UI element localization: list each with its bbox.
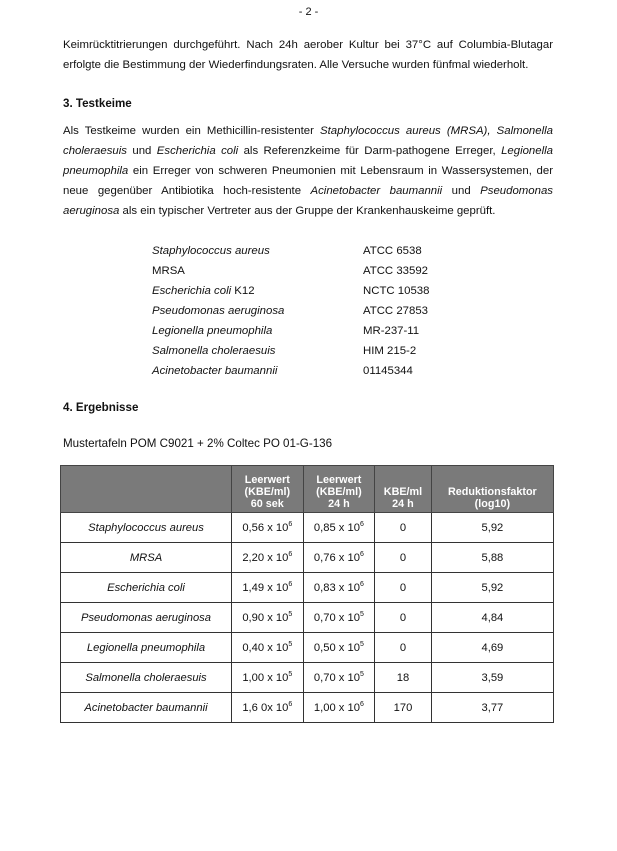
page-number: - 2 - bbox=[298, 6, 319, 18]
blank-60s-cell: 0,56 x $10^6$ bbox=[232, 513, 304, 543]
table-row bbox=[61, 663, 554, 693]
s3-l4c: und bbox=[442, 185, 481, 197]
strain-name: Pseudomonas aeruginosa bbox=[152, 305, 285, 317]
log-reduction-cell: 5,92 bbox=[431, 573, 553, 603]
organism-cell: MRSA bbox=[61, 543, 232, 573]
intro-line-2: erfolgte die Bestimmung der Wiederfindungsraten. Alle Versuche wurden fünfmal wiederholt. bbox=[63, 59, 529, 71]
s3-l5b: als ein typischer Vertreter aus der Gruppe der Krankenhauskeime geprüft. bbox=[119, 205, 496, 217]
strain-code: HIM 215-2 bbox=[363, 345, 417, 357]
strain-name: Staphylococcus aureus bbox=[152, 245, 270, 257]
s3-l2e: Legionella bbox=[501, 145, 553, 157]
blank-24h-cell: 0,70 x $10^5$ bbox=[303, 663, 375, 693]
s3-l2d: als Referenzkeime für Darm-pathogene Erreger, bbox=[238, 145, 502, 157]
strain-name bbox=[152, 281, 255, 301]
blank-24h-cell: 0,85 x $10^6$ bbox=[303, 513, 375, 543]
kbe-24h-cell: 0 bbox=[375, 603, 432, 633]
strain-code: 01145344 bbox=[363, 365, 413, 377]
strain-name: MRSA bbox=[152, 265, 185, 277]
strain-row bbox=[152, 301, 452, 321]
blank-60s-cell: 0,40 x $10^5$ bbox=[232, 633, 304, 663]
log-reduction-cell: 4,84 bbox=[431, 603, 553, 633]
organism-cell: Acinetobacter baumannii bbox=[61, 693, 232, 723]
table-row bbox=[61, 543, 554, 573]
table-header-row bbox=[61, 466, 554, 513]
strain-row bbox=[152, 341, 452, 361]
blank-60s-cell: 0,90 x $10^5$ bbox=[232, 603, 304, 633]
log-reduction-cell: 5,92 bbox=[431, 513, 553, 543]
strain-suffix: K12 bbox=[231, 285, 255, 297]
blank-24h-cell: 0,76 x $10^6$ bbox=[303, 543, 375, 573]
strain-code: ATCC 27853 bbox=[363, 305, 429, 317]
s3-l1b: Staphylococcus aureus (MRSA), Salmonella bbox=[320, 125, 553, 137]
log-reduction-cell: 3,77 bbox=[431, 693, 553, 723]
header-blank-24h: Leerwert (KBE/ml) 24 h bbox=[303, 466, 375, 513]
header-kbe-24h: KBE/ml 24 h bbox=[375, 466, 432, 513]
section-4-heading: 4. Ergebnisse bbox=[63, 401, 139, 414]
organism-cell: Escherichia coli bbox=[61, 573, 232, 603]
strain-list bbox=[152, 241, 452, 381]
s3-l4b: Acinetobacter baumannii bbox=[310, 185, 443, 197]
blank-60s-cell: 1,49 x $10^6$ bbox=[232, 573, 304, 603]
s3-l3a: pneumophila bbox=[63, 165, 129, 177]
kbe-24h-cell: 0 bbox=[375, 633, 432, 663]
organism-cell: Salmonella choleraesuis bbox=[61, 663, 232, 693]
results-table bbox=[60, 465, 554, 723]
strain-name-text: Escherichia coli bbox=[152, 285, 232, 297]
s3-l2a: choleraesuis bbox=[63, 145, 127, 157]
strain-code: ATCC 6538 bbox=[363, 245, 422, 257]
s3-l3b: ein Erreger von schweren Pneumonien mit Lebensraum in Wassersystemen, der bbox=[128, 165, 553, 177]
organism-cell: Pseudomonas aeruginosa bbox=[61, 603, 232, 633]
header-corner bbox=[61, 466, 232, 513]
table-row bbox=[61, 693, 554, 723]
blank-24h-cell: 1,00 x $10^6$ bbox=[303, 693, 375, 723]
header-reduction: Reduktionsfaktor (log10) bbox=[431, 466, 553, 513]
intro-paragraph bbox=[63, 35, 553, 75]
strain-row bbox=[152, 261, 452, 281]
strain-code: NCTC 10538 bbox=[363, 285, 430, 297]
strain-name: Salmonella choleraesuis bbox=[152, 345, 276, 357]
table-row bbox=[61, 633, 554, 663]
table-row bbox=[61, 573, 554, 603]
organism-cell: Staphylococcus aureus bbox=[61, 513, 232, 543]
s3-l4a: neue gegenüber Antibiotika hoch-resistente bbox=[63, 185, 311, 197]
s3-line-5 bbox=[63, 201, 553, 221]
strain-name: Legionella pneumophila bbox=[152, 325, 273, 337]
kbe-24h-cell: 170 bbox=[375, 693, 432, 723]
header-blank-60s: Leerwert (KBE/ml) 60 sek bbox=[232, 466, 304, 513]
blank-60s-cell: 2,20 x $10^6$ bbox=[232, 543, 304, 573]
s3-line-1 bbox=[63, 121, 553, 141]
log-reduction-cell: 3,59 bbox=[431, 663, 553, 693]
s3-line-3 bbox=[63, 161, 553, 181]
strain-row bbox=[152, 361, 452, 381]
log-reduction-cell: 4,69 bbox=[431, 633, 553, 663]
strain-row bbox=[152, 241, 452, 261]
kbe-24h-cell: 0 bbox=[375, 513, 432, 543]
strain-name: Acinetobacter baumannii bbox=[152, 365, 278, 377]
section-3-heading: 3. Testkeime bbox=[63, 97, 132, 110]
kbe-24h-cell: 0 bbox=[375, 573, 432, 603]
strain-row bbox=[152, 281, 452, 301]
s3-line-4 bbox=[63, 181, 553, 201]
kbe-24h-cell: 18 bbox=[375, 663, 432, 693]
intro-line-1: Keimrücktitrierungen durchgeführt. Nach 24h aerober Kultur bei 37°C auf Columbia-Blutagar bbox=[63, 39, 553, 51]
strain-row bbox=[152, 321, 452, 341]
blank-24h-cell: 0,70 x $10^5$ bbox=[303, 603, 375, 633]
blank-24h-cell: 0,50 x $10^5$ bbox=[303, 633, 375, 663]
section-3-paragraph bbox=[63, 121, 553, 221]
table-subtitle: Mustertafeln POM C9021 + 2% Coltec PO 01-G-136 bbox=[63, 437, 333, 450]
s3-line-2 bbox=[63, 141, 553, 161]
s3-l2b: und bbox=[126, 145, 157, 157]
s3-l4d: Pseudomonas bbox=[480, 185, 553, 197]
organism-cell: Legionella pneumophila bbox=[61, 633, 232, 663]
s3-l2c: Escherichia coli bbox=[156, 145, 239, 157]
table-row bbox=[61, 603, 554, 633]
s3-l1a: Als Testkeime wurden ein Methicillin-resistenter bbox=[63, 125, 321, 137]
blank-60s-cell: 1,6 0x $10^6$ bbox=[232, 693, 304, 723]
log-reduction-cell: 5,88 bbox=[431, 543, 553, 573]
strain-code: MR-237-11 bbox=[363, 325, 420, 337]
blank-24h-cell: 0,83 x $10^6$ bbox=[303, 573, 375, 603]
s3-l5a: aeruginosa bbox=[63, 205, 120, 217]
blank-60s-cell: 1,00 x $10^5$ bbox=[232, 663, 304, 693]
table-row bbox=[61, 513, 554, 543]
kbe-24h-cell: 0 bbox=[375, 543, 432, 573]
strain-code: ATCC 33592 bbox=[363, 265, 429, 277]
